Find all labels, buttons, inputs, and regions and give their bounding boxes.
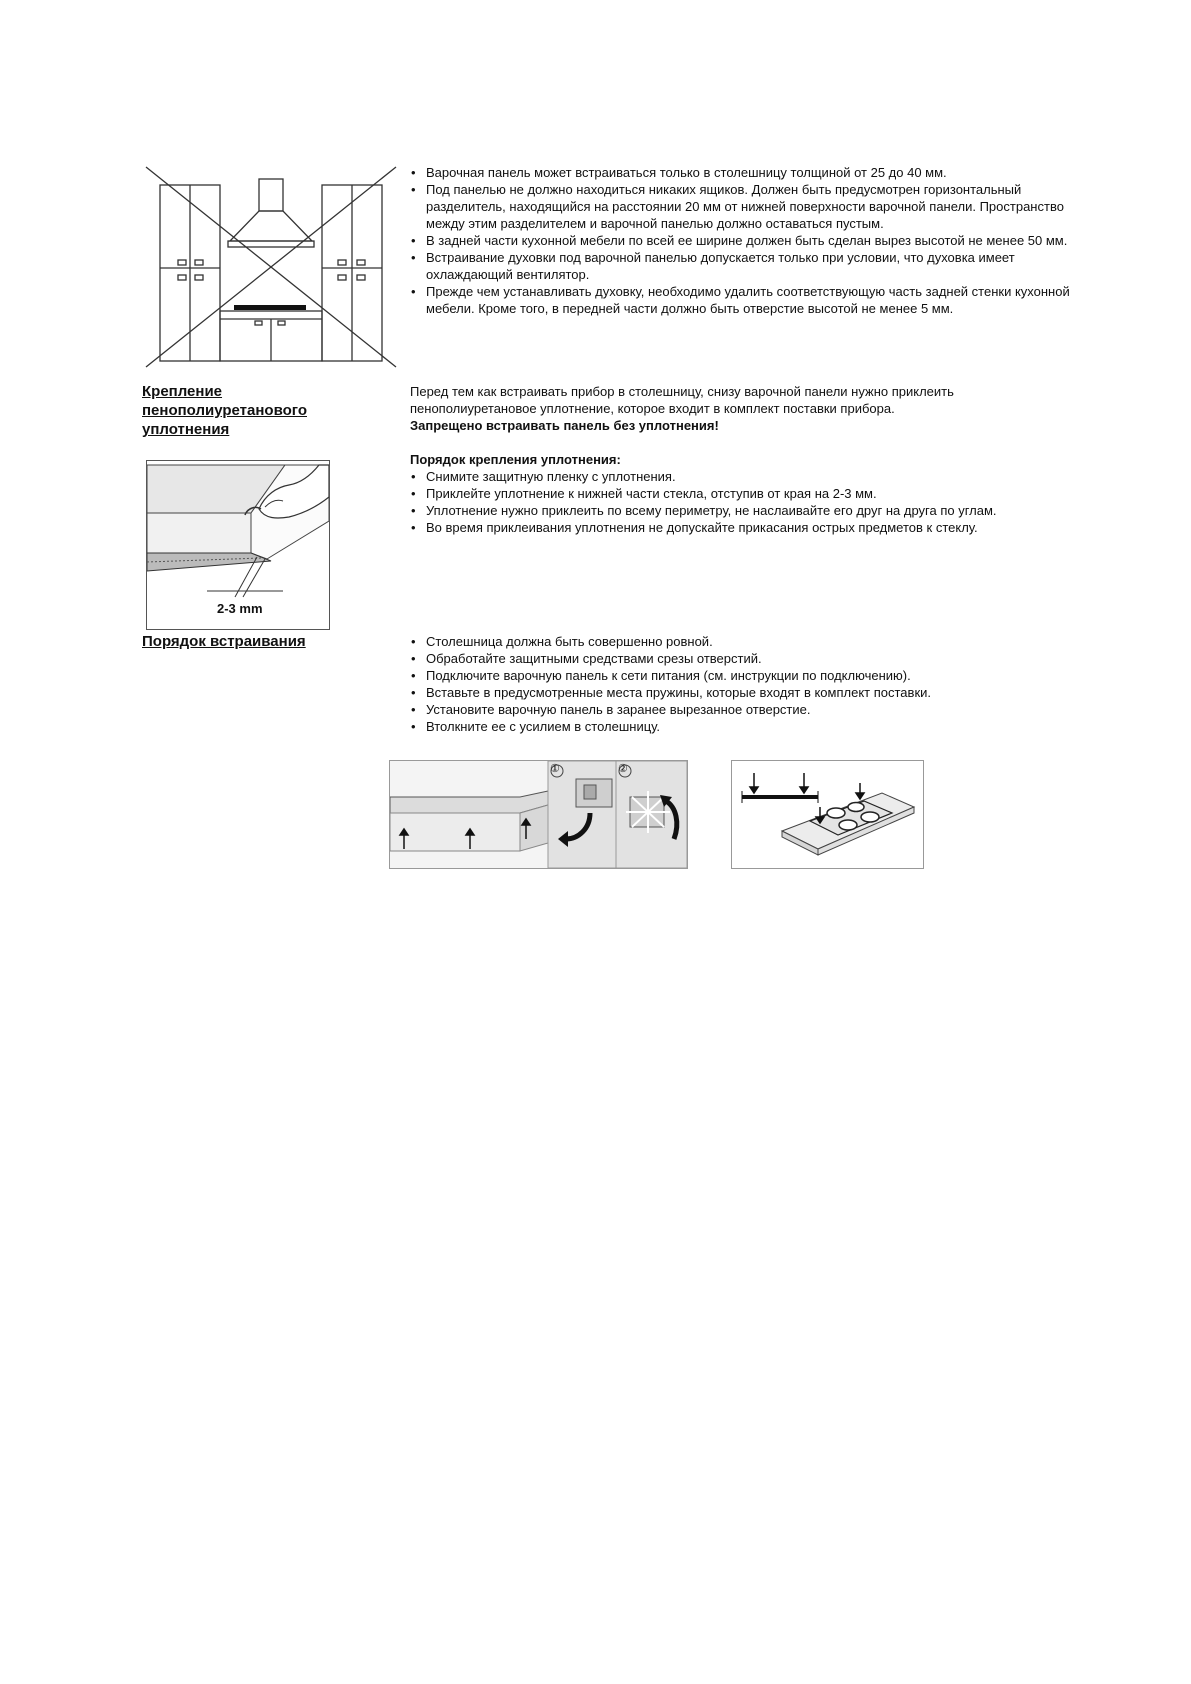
install-step-item: • Установите варочную панель в заранее вырезанное отверстие. <box>410 701 1070 718</box>
figure-step-2-marker: ② <box>618 763 628 775</box>
figure-step-1-marker: ① <box>550 763 560 775</box>
seal-section-text <box>410 383 1070 536</box>
seal-step-item: • Снимите защитную пленку с уплотнения. <box>410 468 1070 485</box>
install-springs-figure <box>389 760 688 869</box>
requirement-item: • Встраивание духовки под варочной панелью допускается только при условии, что духовка имеет охлаждающий вентилятор. <box>410 249 1070 283</box>
springs-illustration <box>390 761 687 868</box>
install-step-item: • Вставьте в предусмотренные места пружины, которые входят в комплект поставки. <box>410 684 1070 701</box>
install-section-heading: Порядок встраивания <box>142 633 306 650</box>
requirements-list <box>410 164 1070 317</box>
requirement-item: • Под панелью не должно находиться никаких ящиков. Должен быть предусмотрен горизонтальный разделитель, находящийся на расстоянии 20 мм от нижней поверхности варочной панели. Пространство между этим разделителем и варочной панелью должно оставаться пустым. <box>410 181 1070 232</box>
seal-section-heading: Крепление пенополиуретанового уплотнения <box>142 383 307 438</box>
install-steps-list <box>410 633 1070 735</box>
install-hob-figure <box>731 760 924 869</box>
install-step-item: • Подключите варочную панель к сети питания (см. инструкции по подключению). <box>410 667 1070 684</box>
seal-step-item: • Приклейте уплотнение к нижней части стекла, отступив от края на 2-3 мм. <box>410 485 1070 502</box>
requirement-item: • Прежде чем устанавливать духовку, необходимо удалить соответствующую часть задней стенки кухонной мебели. Кроме того, в передней части должно быть отверстие высотой не менее 5 мм. <box>410 283 1070 317</box>
install-step-item: • Втолкните ее с усилием в столешницу. <box>410 718 1070 735</box>
requirement-item: • В задней части кухонной мебели по всей ее ширине должен быть сделан вырез высотой не менее 50 мм. <box>410 232 1070 249</box>
seal-figure <box>146 460 330 630</box>
kitchen-cabinet-crossed-illustration <box>142 163 400 371</box>
seal-step-item: • Уплотнение нужно приклеить по всему периметру, не наслаивайте его друг на друга по углам. <box>410 502 1070 519</box>
seal-steps-list <box>410 468 1070 536</box>
requirement-item: • Варочная панель может встраиваться только в столешницу толщиной от 25 до 40 мм. <box>410 164 1070 181</box>
seal-procedure-title: Порядок крепления уплотнения: <box>410 452 621 467</box>
install-step-item: • Столешница должна быть совершенно ровной. <box>410 633 1070 650</box>
seal-step-item: • Во время приклеивания уплотнения не допускайте прикасания острых предметов к стеклу. <box>410 519 1070 536</box>
seal-dimension-label: 2-3 mm <box>217 601 263 616</box>
hob-insertion-illustration <box>732 761 923 868</box>
seal-intro: Перед тем как встраивать прибор в столешницу, снизу варочной панели нужно приклеить пенополиуретановое уплотнение, которое входит в комплект поставки прибора. <box>410 384 954 416</box>
seal-warning: Запрещено встраивать панель без уплотнения! <box>410 418 719 433</box>
install-step-item: • Обработайте защитными средствами срезы отверстий. <box>410 650 1070 667</box>
